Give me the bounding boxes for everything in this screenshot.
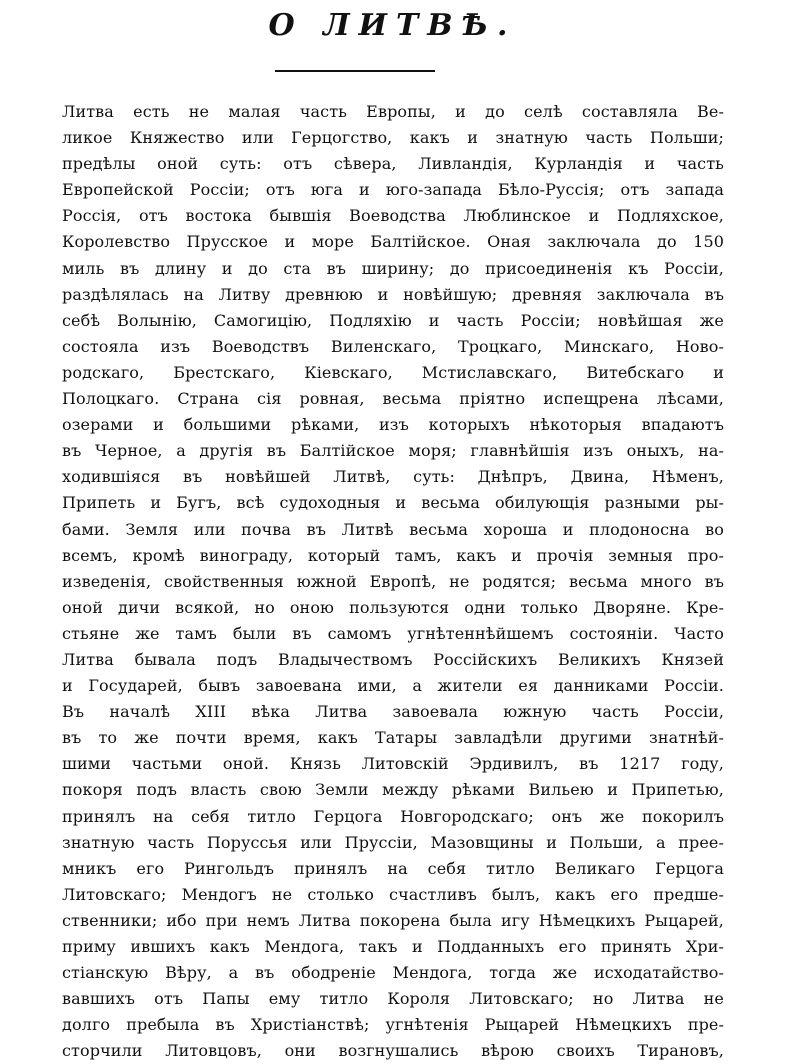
text-line: ственники; ибо при немъ Литва покорена была игу Нѣмецкихъ Рыцарей,	[62, 910, 724, 930]
text-line: стіанскую Вѣру, а въ ободреніе Мендога, тогда же исходатайство-	[62, 963, 724, 983]
text-line: Литва бывала подъ Владычествомъ Россійскихъ Великихъ Князей	[62, 649, 724, 669]
text-line: предѣлы оной суть: отъ сѣвера, Ливландія, Курландія и часть	[62, 154, 724, 174]
text-line: въ то же почти время, какъ Татары завладѣли другими знатнѣй-	[62, 728, 724, 748]
text-line: всемъ, кромѣ винограду, который тамъ, какъ и прочія земныя про-	[62, 545, 724, 565]
text-line: мникъ его Рингольдъ принялъ на себя титло Великаго Герцога	[62, 858, 724, 878]
text-line: стьяне же тамъ были въ самомъ угнѣтеннѣйшемъ состояніи. Часто	[62, 623, 724, 643]
text-line: ходившіяся въ новѣйшей Литвѣ, суть: Днѣпръ, Двина, Нѣменъ,	[62, 467, 724, 487]
text-line: знатную часть Поруссья или Пруссіи, Мазовщины и Польши, а прее-	[62, 832, 724, 852]
text-line: родскаго, Брестскаго, Кіевскаго, Мстиславскаго, Витебскаго и	[62, 362, 724, 382]
text-line: Припеть и Бугъ, всѣ судоходныя и весьма обилующія разными ры-	[62, 493, 724, 513]
text-line: шими частьми оной. Князь Литовскій Эрдивилъ, въ 1217 году,	[62, 754, 724, 774]
text-line: приму ившихъ какъ Мендога, такъ и Подданныхъ его принять Хри-	[62, 937, 724, 956]
text-line: изведенія, свойственныя южной Европѣ, не родятся; весьма много въ	[62, 571, 724, 591]
title-divider	[275, 70, 435, 72]
text-line: бами. Земля или почва въ Литвѣ весьма хороша и плодоносна во	[62, 519, 724, 539]
text-line: Королевство Прусское и море Балтійское. Оная заключала до 150	[62, 232, 724, 252]
text-line: принялъ на себя титло Герцога Новгородскаго; онъ же покорилъ	[62, 806, 724, 826]
text-line: Литва есть не малая часть Европы, и до селѣ составляла Ве-	[62, 102, 724, 121]
text-line: сторчили Литовцовъ, они возгнушались вѣрою своихъ Тирановъ,	[62, 1041, 724, 1061]
text-line: Литовскаго; Мендогъ не столько счастливъ былъ, какъ его предше-	[62, 884, 724, 904]
text-line: долго пребыла въ Христіанствѣ; угнѣтенія Рыцарей Нѣмецкихъ пре-	[62, 1015, 724, 1035]
text-line: покоря подъ власть свою Земли между рѣками Вильею и Припетью,	[62, 780, 724, 800]
text-line: Европейской Россіи; отъ юга и юго-запада Бѣло-Руссія; отъ запада	[62, 180, 724, 200]
text-line: озерами и большими рѣками, изъ которыхъ нѣкоторыя впадаютъ	[62, 415, 724, 435]
text-line: и Государей, бывъ завоевана ими, а жители ея данниками Россіи.	[62, 676, 724, 696]
text-line: себѣ Волынію, Самогицію, Подляхію и часть Россіи; новѣйшая же	[62, 310, 724, 330]
text-line: миль въ длину и до ста въ ширину; до присоединенія къ Россіи,	[62, 258, 724, 278]
text-line: оной дичи всякой, но оною пользуются одни только Дворяне. Кре-	[62, 597, 724, 617]
body-text	[62, 99, 724, 1064]
text-line: въ Черное, а другія въ Балтійское моря; главнѣйшія изъ оныхъ, на-	[62, 441, 724, 461]
text-line: раздѣлялась на Литву древнюю и новѣйшую; древняя заключала въ	[62, 284, 724, 304]
text-line: Въ началѣ XIII вѣка Литва завоевала южную часть Россіи,	[62, 702, 724, 722]
text-line: состояла изъ Воеводствъ Виленскаго, Троцкаго, Минскаго, Ново-	[62, 336, 724, 356]
text-line: Россія, отъ востока бывшія Воеводства Люблинское и Подляхское,	[62, 206, 724, 226]
text-line: Полоцкаго. Страна сія ровная, весьма пріятно испещрена лѣсами,	[62, 389, 724, 409]
text-line: ликое Княжество или Герцогство, какъ и знатную часть Польши;	[62, 128, 724, 148]
page-title: О ЛИТВѢ.	[268, 8, 517, 43]
text-line: вавшихъ отъ Папы ему титло Короля Литовскаго; но Литва не	[62, 989, 724, 1009]
